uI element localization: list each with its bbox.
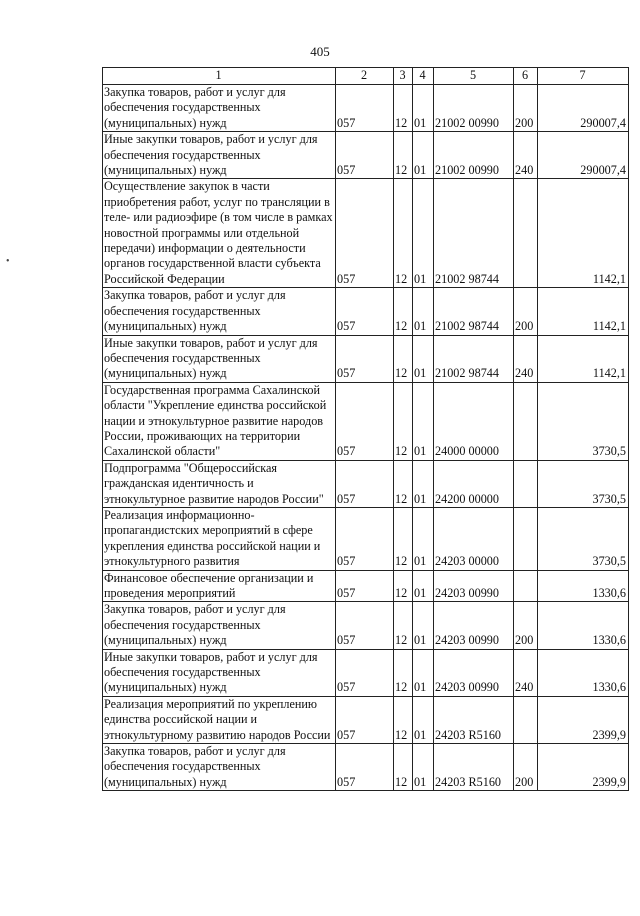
row-amount-cell: 1330,6 [538,570,629,602]
row-subsection-cell: 01 [413,179,434,288]
row-name-cell: Финансовое обеспечение организации и проведения мероприятий [103,570,336,602]
row-name-cell: Реализация мероприятий по укреплению единства российской нации и этнокультурному развитию народов России [103,696,336,743]
row-section-cell: 12 [394,744,413,791]
row-kind-cell: 200 [514,288,538,335]
row-section-cell: 12 [394,382,413,460]
row-subsection-cell: 01 [413,288,434,335]
header-row [103,68,629,85]
row-section-cell: 12 [394,649,413,696]
row-code-cell: 057 [336,570,394,602]
row-name-cell: Закупка товаров, работ и услуг для обеспечения государственных (муниципальных) нужд [103,288,336,335]
row-code-cell: 057 [336,744,394,791]
row-code-cell: 057 [336,85,394,132]
table-row [103,507,629,570]
row-name-cell: Иные закупки товаров, работ и услуг для обеспечения государственных (муниципальных) нужд [103,649,336,696]
table-row [103,382,629,460]
row-section-cell: 12 [394,288,413,335]
row-name-cell: Иные закупки товаров, работ и услуг для обеспечения государственных (муниципальных) нужд [103,132,336,179]
row-amount-cell: 290007,4 [538,85,629,132]
col-header-2: 2 [336,68,394,85]
row-name-cell: Подпрограмма "Общероссийская гражданская идентичность и этнокультурное развитие народов России" [103,460,336,507]
row-code-cell: 057 [336,460,394,507]
row-target-cell: 24203 R5160 [434,744,514,791]
scan-speck: • [6,256,10,267]
table-row [103,288,629,335]
row-code-cell: 057 [336,382,394,460]
row-target-cell: 24203 00990 [434,602,514,649]
row-section-cell: 12 [394,335,413,382]
col-header-3: 3 [394,68,413,85]
row-target-cell: 24000 00000 [434,382,514,460]
table-row [103,570,629,602]
row-target-cell: 24200 00000 [434,460,514,507]
row-amount-cell: 290007,4 [538,132,629,179]
row-kind-cell [514,382,538,460]
row-target-cell: 24203 00000 [434,507,514,570]
row-target-cell: 21002 98744 [434,335,514,382]
row-target-cell: 21002 00990 [434,85,514,132]
row-name-cell: Закупка товаров, работ и услуг для обеспечения государственных (муниципальных) нужд [103,85,336,132]
row-amount-cell: 1142,1 [538,335,629,382]
row-code-cell: 057 [336,649,394,696]
row-subsection-cell: 01 [413,382,434,460]
row-code-cell: 057 [336,335,394,382]
row-subsection-cell: 01 [413,335,434,382]
row-section-cell: 12 [394,85,413,132]
row-amount-cell: 3730,5 [538,507,629,570]
row-target-cell: 24203 00990 [434,570,514,602]
row-section-cell: 12 [394,570,413,602]
row-subsection-cell: 01 [413,602,434,649]
row-kind-cell [514,460,538,507]
col-header-7: 7 [538,68,629,85]
row-kind-cell [514,696,538,743]
row-section-cell: 12 [394,507,413,570]
row-section-cell: 12 [394,179,413,288]
row-amount-cell: 2399,9 [538,696,629,743]
table-row [103,132,629,179]
row-amount-cell: 3730,5 [538,460,629,507]
row-kind-cell: 240 [514,335,538,382]
row-target-cell: 24203 R5160 [434,696,514,743]
row-kind-cell: 240 [514,132,538,179]
row-subsection-cell: 01 [413,132,434,179]
col-header-1: 1 [103,68,336,85]
row-name-cell: Закупка товаров, работ и услуг для обеспечения государственных (муниципальных) нужд [103,744,336,791]
row-name-cell: Государственная программа Сахалинской области "Укрепление единства российской нации и этнокультурное развитие народов России, проживающих на территории Сахалинской области" [103,382,336,460]
row-amount-cell: 1142,1 [538,288,629,335]
col-header-5: 5 [434,68,514,85]
row-target-cell: 21002 98744 [434,179,514,288]
row-section-cell: 12 [394,460,413,507]
row-name-cell: Закупка товаров, работ и услуг для обеспечения государственных (муниципальных) нужд [103,602,336,649]
row-name-cell: Иные закупки товаров, работ и услуг для обеспечения государственных (муниципальных) нужд [103,335,336,382]
row-code-cell: 057 [336,132,394,179]
row-code-cell: 057 [336,696,394,743]
row-subsection-cell: 01 [413,460,434,507]
row-subsection-cell: 01 [413,744,434,791]
row-subsection-cell: 01 [413,696,434,743]
table-row [103,649,629,696]
table-row [103,602,629,649]
table-row [103,179,629,288]
row-kind-cell [514,507,538,570]
row-section-cell: 12 [394,132,413,179]
row-code-cell: 057 [336,288,394,335]
row-kind-cell [514,570,538,602]
row-code-cell: 057 [336,602,394,649]
row-target-cell: 24203 00990 [434,649,514,696]
table-row [103,335,629,382]
row-section-cell: 12 [394,696,413,743]
row-target-cell: 21002 00990 [434,132,514,179]
row-kind-cell: 200 [514,85,538,132]
row-subsection-cell: 01 [413,85,434,132]
row-kind-cell [514,179,538,288]
row-subsection-cell: 01 [413,570,434,602]
row-section-cell: 12 [394,602,413,649]
row-amount-cell: 1330,6 [538,649,629,696]
row-subsection-cell: 01 [413,649,434,696]
table-row [103,460,629,507]
row-kind-cell: 200 [514,602,538,649]
table-body [103,85,629,791]
col-header-4: 4 [413,68,434,85]
row-kind-cell: 200 [514,744,538,791]
table-row [103,85,629,132]
row-amount-cell: 3730,5 [538,382,629,460]
col-header-6: 6 [514,68,538,85]
row-kind-cell: 240 [514,649,538,696]
table-row [103,744,629,791]
page-number: 405 [310,44,330,59]
row-name-cell: Осуществление закупок в части приобретения работ, услуг по трансляции в теле- или радиоэфире (в том числе в рамках новостной программы или отдельной передачи) информации о деятельности органов государственной власти субъекта Российской Федерации [103,179,336,288]
row-amount-cell: 1142,1 [538,179,629,288]
row-code-cell: 057 [336,507,394,570]
row-target-cell: 21002 98744 [434,288,514,335]
budget-table [102,67,629,791]
row-subsection-cell: 01 [413,507,434,570]
row-code-cell: 057 [336,179,394,288]
row-amount-cell: 1330,6 [538,602,629,649]
row-name-cell: Реализация информационно-пропагандистских мероприятий в сфере укрепления единства российской нации и этнокультурного развития [103,507,336,570]
row-amount-cell: 2399,9 [538,744,629,791]
table-row [103,696,629,743]
